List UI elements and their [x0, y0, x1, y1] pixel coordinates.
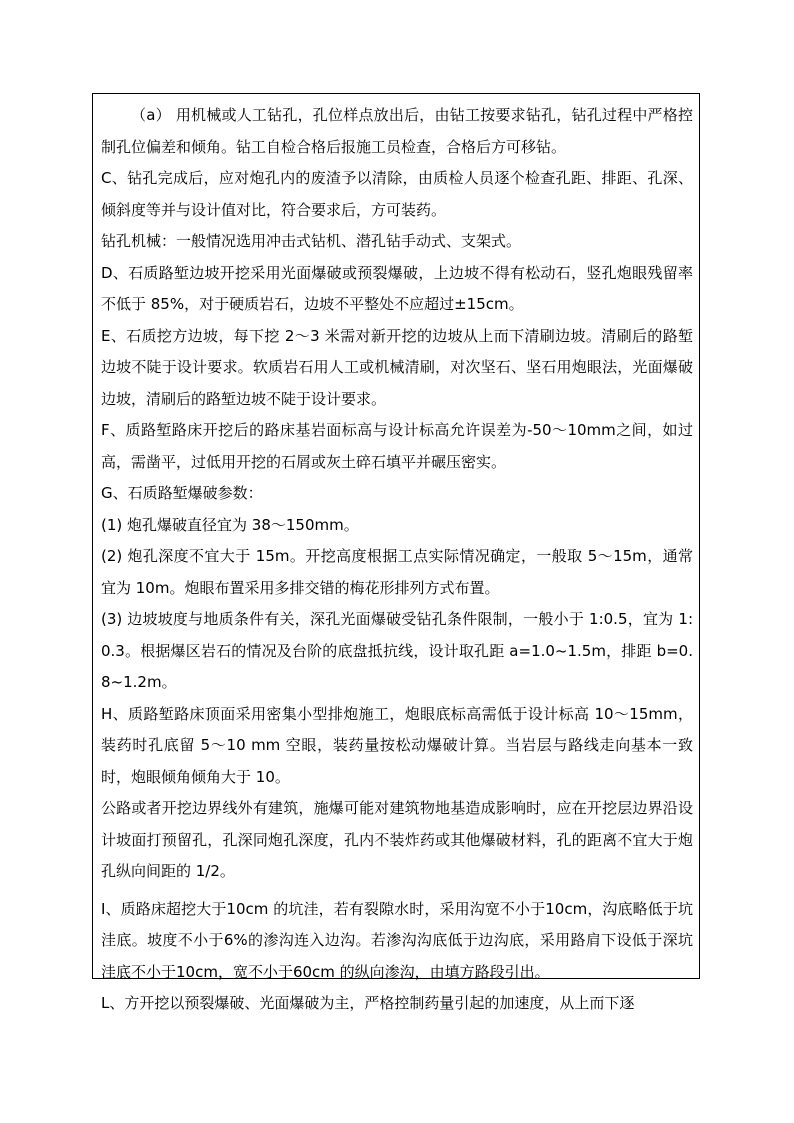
- paragraph-l-excavation: L、方开挖以预裂爆破、光面爆破为主，严格控制药量引起的加速度，从上而下逐: [101, 994, 635, 1012]
- paragraph-i-overbreak: I、质路床超挖大于10cm 的坑洼，若有裂隙水时，采用沟宽不小于10cm，沟底略低于坑洼底。坡度不小于6%的渗沟连入边沟。若渗沟沟底低于边沟底，采用路肩下设低于深坑洼底不小于10cm，宽不小于60cm 的纵向渗沟，由填方路段引出。: [101, 899, 693, 981]
- paragraph-h-subgrade-top: H、质路堑路床顶面采用密集小型排炮施工，炮眼底标高需低于设计标高 10～15mm，装药时孔底留 5～10 mm 空眼，装药量按松动爆破计算。当岩层与路线走向基本一致时，炮眼倾角倾角大于 10。: [101, 704, 693, 786]
- paragraph-g3-slope-ratio: (3) 边坡坡度与地质条件有关，深孔光面爆破受钻孔条件限制，一般小于 1:0.5，宜为 1:0.3。根据爆区岩石的情况及台阶的底盘抵抗线，设计取孔距 a=1.0~1.5m，排距 b=0.8~1.2m。: [101, 610, 693, 691]
- paragraph-drill-machines: 钻孔机械：一般情况选用冲击式钻机、潜孔钻手动式、支架式。: [101, 232, 522, 250]
- paragraph-e-slope-trimming: E、石质挖方边坡，每下挖 2～3 米需对新开挖的边坡从上而下清刷边坡。清刷后的路堑边坡不陡于设计要求。软质岩石用人工或机械清刷，对次坚石、坚石用炮眼法，光面爆破边坡，清刷后的路堑边坡不陡于设计要求。: [101, 326, 693, 408]
- paragraph-adjacent-buildings: 公路或者开挖边界线外有建筑，施爆可能对建筑物地基造成影响时，应在开挖层边界沿设计坡面打预留孔，孔深同炮孔深度，孔内不装炸药或其他爆破材料，孔的距离不宜大于炮孔纵向间距的 1/2。: [101, 799, 693, 880]
- paragraph-f-subgrade-elevation: F、质路堑路床开挖后的路床基岩面标高与设计标高允许误差为-50～10mm之间，如过高，需凿平，过低用开挖的石屑或灰土碎石填平并碾压密实。: [101, 421, 693, 471]
- paragraph-g1-diameter: (1) 炮孔爆破直径宜为 38～150mm。: [101, 515, 359, 534]
- paragraph-d-slope-blasting: D、石质路堑边坡开挖采用光面爆破或预裂爆破，上边坡不得有松动石，竖孔炮眼残留率不低于 85%，对于硬质岩石，边坡不平整处不应超过±15cm。: [101, 263, 693, 313]
- document-content: [101, 100, 693, 1020]
- paragraph-g-blast-parameters: G、石质路堑爆破参数：: [101, 484, 263, 502]
- document-frame: [92, 93, 700, 1012]
- paragraph-c-cleaning: C、钻孔完成后，应对炮孔内的废渣予以清除，由质检人员逐个检查孔距、排距、孔深、倾斜度等并与设计值对比，符合要求后，方可装药。: [101, 169, 693, 219]
- paragraph-a-drilling: （a） 用机械或人工钻孔，孔位样点放出后，由钻工按要求钻孔，钻孔过程中严格控制孔位偏差和倾角。钻工自检合格后报施工员检查，合格后方可移钻。: [101, 106, 693, 156]
- paragraph-g2-depth: (2) 炮孔深度不宜大于 15m。开挖高度根据工点实际情况确定，一般取 5～15m，通常宜为 10m。炮眼布置采用多排交错的梅花形排列方式布置。: [101, 547, 693, 597]
